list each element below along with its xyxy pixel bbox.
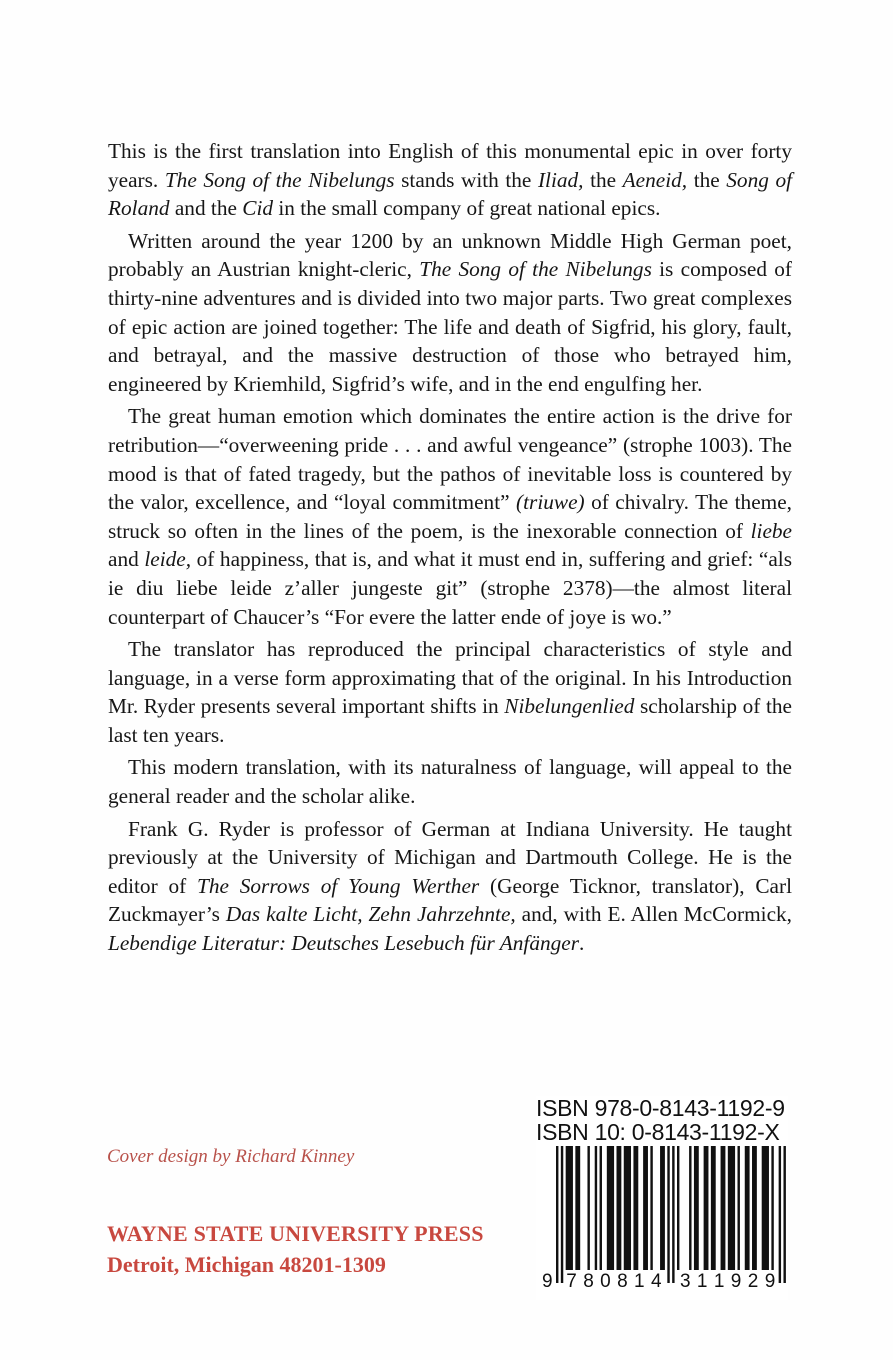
publisher-name: WAYNE STATE UNIVERSITY PRESS [107,1221,484,1246]
barcode-bar [667,1146,669,1283]
body-text: in the small company of great national epics. [273,196,661,221]
barcode-digit: 3 [680,1271,691,1292]
barcode-bar [624,1146,631,1270]
barcode-digit: 8 [583,1271,594,1292]
ean-barcode [536,1146,788,1286]
blurb-paragraph-3 [108,402,792,631]
barcode-bar [779,1146,781,1283]
barcode-digit: 1 [713,1271,725,1292]
barcode-digit: 9 [542,1271,553,1292]
blurb-paragraph-2 [108,227,792,399]
barcode-bar [650,1146,652,1270]
body-text: stands with the [394,167,538,192]
body-text: Written around the year 1200 by an unknown Middle High German poet, probably an Austrian knight-cleric, [108,228,792,282]
barcode-digit: 4 [651,1271,662,1292]
italic-title-text: Das kalte Licht, Zehn Jahrzehnte, [225,902,516,927]
back-cover-blurb [108,137,792,958]
body-text: and [108,547,145,572]
body-text: and, with E. Allen McCormick, [515,902,792,927]
italic-title-text: liebe [750,518,792,543]
barcode-bar [762,1146,769,1270]
isbn-13-label: ISBN 978-0-8143-1192-9 [536,1095,785,1121]
barcode-bar [660,1146,665,1270]
body-text: is composed of thirty-nine adventures and is divided into two major parts. Two great complexes of epic action are joined together: The life and death of Sigfrid, his glory, fault, and betrayal, and the massive destruction of those who betrayed him, engineered by Kriemhild, Sigfrid’s wife, and in the end engulfing her. [108,257,792,396]
barcode-digit: 2 [747,1271,759,1292]
body-text: . [579,931,585,956]
body-text: The great human emotion which dominates the entire action is the drive for retribution—“overweening pride . . . and awful vengeance” (strophe 1003). The mood is that of fated tragedy, but the pathos of inevitable loss is countered by the valor, excellence, and “loyal commitment” [108,404,792,515]
italic-title-text: The Sorrows of Young Werther [197,873,480,898]
barcode-digit: 9 [730,1271,742,1292]
body-text: the [583,167,623,192]
barcode-bar [575,1146,580,1270]
body-text: of chivalry. The theme, struck so often in the lines of the poem, is the inexorable connection of [108,490,792,543]
barcode-bar [728,1146,735,1270]
barcode-bar [556,1146,558,1283]
cover-design-credit: Cover design by Richard Kinney [107,1146,355,1167]
publisher-address: Detroit, Michigan 48201-1309 [107,1252,386,1277]
italic-title-text: Nibelungenlied [504,694,635,719]
barcode-bar [677,1146,679,1270]
italic-title-text: The Song of the Nibelungs [419,257,652,282]
barcode-bar [704,1146,709,1270]
barcode-bar [694,1146,699,1270]
barcode-bar [771,1146,773,1270]
barcode-digit: 7 [566,1271,577,1292]
barcode-bar [617,1146,622,1270]
barcode-bar [587,1146,589,1270]
body-text: Frank G. Ryder is professor of German at Indiana University. He taught previously at the University of Michigan and Dartmouth College. He is the editor of [108,816,792,898]
body-text: the [687,167,727,192]
body-text: (George Ticknor, translator), Carl Zuckmayer’s [108,873,792,927]
barcode-bar [689,1146,691,1270]
barcode-bar [721,1146,726,1270]
barcode-digit: 1 [634,1271,645,1292]
isbn-10-label: ISBN 10: 0-8143-1192-X [536,1119,780,1145]
italic-title-text: Aeneid, [622,167,688,192]
barcode-bar [783,1146,785,1283]
barcode-bar [600,1146,602,1270]
italic-title-text: The Song of the Nibelungs [164,167,395,192]
blurb-paragraph-4 [108,635,792,749]
body-text: This modern translation, with its naturalness of language, will appeal to the general reader and the scholar alike. [108,755,792,809]
barcode-bar [561,1146,563,1283]
italic-title-text: Lebendige Literatur: Deutsches Lesebuch für Anfänger [108,931,580,956]
body-text: of happiness, that is, and what it must end in, suffering and grief: “als ie diu liebe leide z’aller jungeste git” (strophe 2378)—the almost literal counterpart of Chaucer’s “For evere the latter ende of joye is wo.” [108,547,793,629]
barcode-bar [595,1146,597,1270]
blurb-paragraph-5 [108,753,792,810]
barcode-digit: 0 [600,1271,611,1292]
barcode-bar [752,1146,757,1270]
body-text: The translator has reproduced the principal characteristics of style and language, in a verse form approximating that of the original. In his Introduction Mr. Ryder presents several important shifts in [108,637,792,719]
body-text: and the [169,196,243,221]
barcode-bar [738,1146,740,1270]
barcode-digit: 1 [696,1271,708,1292]
italic-title-text: Cid [242,196,274,221]
barcode-digit: 9 [764,1271,776,1292]
barcode-bar [607,1146,614,1270]
barcode-bar [566,1146,573,1270]
italic-title-text: Song of Roland [108,167,793,221]
barcode-bar [745,1146,750,1270]
blurb-paragraph-1 [108,137,792,223]
body-text: scholarship of the last ten years. [108,694,792,747]
body-text: This is the first translation into English of this monumental epic in over forty years. [108,139,792,192]
barcode-bar [672,1146,674,1283]
barcode-bar [633,1146,638,1270]
italic-title-text: leide, [144,547,192,572]
italic-title-text: Iliad, [537,167,584,192]
barcode-digit: 8 [617,1271,628,1292]
italic-title-text: (triuwe) [516,490,585,515]
isbn-barcode-block [536,1096,788,1300]
barcode-bar [643,1146,648,1270]
barcode-bar [711,1146,716,1270]
author-bio-paragraph [108,815,792,958]
